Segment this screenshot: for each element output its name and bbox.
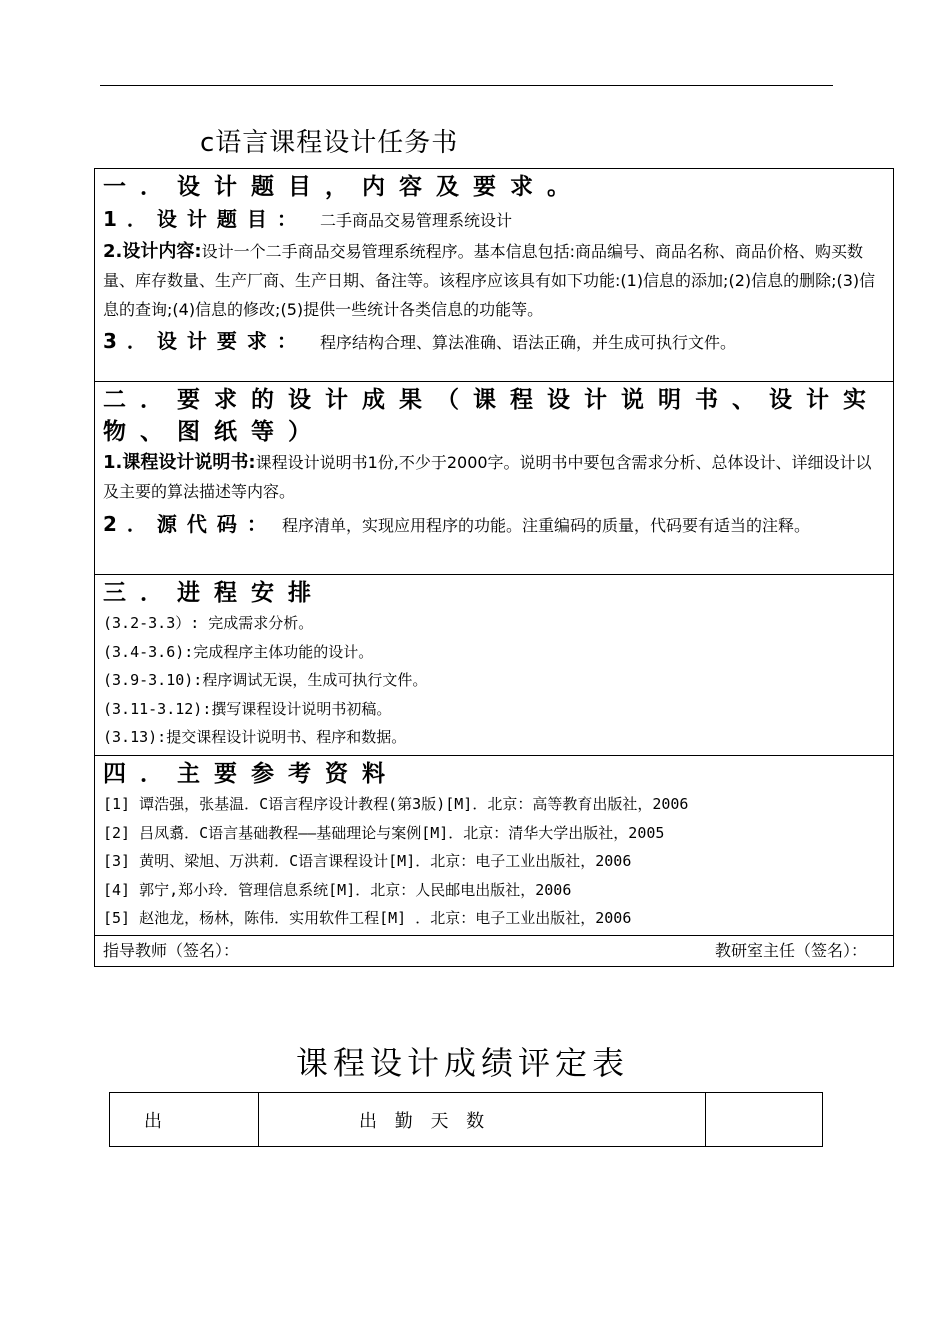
design-doc-label: 1.课程设计说明书: xyxy=(103,452,256,473)
grade-table-title: 课程设计成绩评定表 xyxy=(296,1044,630,1082)
schedule-item: (3.9-3.10):程序调试无误，生成可执行文件。 xyxy=(103,671,428,689)
reference-item: [5] 赵池龙，杨林，陈伟．实用软件工程[M] ．北京：电子工业出版社，2006 xyxy=(103,909,632,927)
grade-cell-value xyxy=(706,1093,823,1147)
source-code-text: 程序清单，实现应用程序的功能。注重编码的质量，代码要有适当的注释。 xyxy=(282,516,811,535)
section-2 xyxy=(95,382,894,575)
grade-cell-attendance-days: 出 勤 天 数 xyxy=(259,1093,706,1147)
reference-item: [3] 黄明、梁旭、万洪莉．C语言课程设计[M]．北京：电子工业出版社，2006 xyxy=(103,852,632,870)
section-3-heading: 三．进程安排 xyxy=(103,580,325,606)
grade-table xyxy=(109,1092,823,1147)
section-2-heading: 二．要求的设计成果（课程设计说明书、设计实物、图纸等） xyxy=(103,387,880,445)
schedule-item: (3.11-3.12):撰写课程设计说明书初稿。 xyxy=(103,699,392,718)
section-1-heading: 一．设计题目，内容及要求。 xyxy=(103,174,584,200)
schedule-item: (3.13):提交课程设计说明书、程序和数据。 xyxy=(103,728,407,746)
source-code-label: 2．源代码： xyxy=(103,512,277,536)
grade-row xyxy=(110,1093,823,1147)
schedule-item: (3.4-3.6):完成程序主体功能的设计。 xyxy=(103,642,374,661)
page-title: c语言课程设计任务书 xyxy=(200,128,459,158)
section-3 xyxy=(95,575,894,756)
grade-cell-attendance: 出 xyxy=(110,1093,259,1147)
signature-row xyxy=(95,935,894,966)
reference-item: [2] 吕凤翥．C语言基础教程——基础理论与案例[M]．北京：清华大学出版社，2005 xyxy=(103,823,665,842)
schedule-item: (3.2-3.3）: 完成需求分析。 xyxy=(103,614,314,632)
requirement-label: 3．设计要求： xyxy=(103,329,307,353)
director-signature-label: 教研室主任（签名）： xyxy=(715,940,868,960)
content-text: 设计一个二手商品交易管理系统程序。基本信息包括:商品编号、商品名称、商品价格、购买数量、库存数量、生产厂商、生产日期、备注等。该程序应该具有如下功能:(1)信息的添加;(2)信息的删除;(3)信息的查询;(4)信息的修改;(5)提供一些统计各类信息的功能等。 xyxy=(103,242,876,319)
requirement-value: 程序结构合理、算法准确、语法正确，并生成可执行文件。 xyxy=(320,333,737,352)
reference-item: [1] 谭浩强，张基温．C语言程序设计教程(第3版)[M]．北京：高等教育出版社，2006 xyxy=(103,795,689,813)
section-1 xyxy=(95,169,894,382)
content-label: 2.设计内容: xyxy=(103,241,202,262)
section-4 xyxy=(95,756,894,936)
reference-item: [4] 郭宁,郑小玲．管理信息系统[M]．北京：人民邮电出版社，2006 xyxy=(103,880,572,899)
section-4-heading: 四．主要参考资料 xyxy=(103,761,399,787)
header-rule xyxy=(100,85,833,86)
topic-label: 1．设计题目： xyxy=(103,207,307,231)
teacher-signature-label: 指导教师（签名）： xyxy=(103,940,240,960)
topic-value: 二手商品交易管理系统设计 xyxy=(320,211,513,230)
design-doc-text: 课程设计说明书1份,不少于2000字。说明书中要包含需求分析、总体设计、详细设计以及主要的算法描述等内容。 xyxy=(103,453,872,501)
task-table xyxy=(94,168,894,967)
